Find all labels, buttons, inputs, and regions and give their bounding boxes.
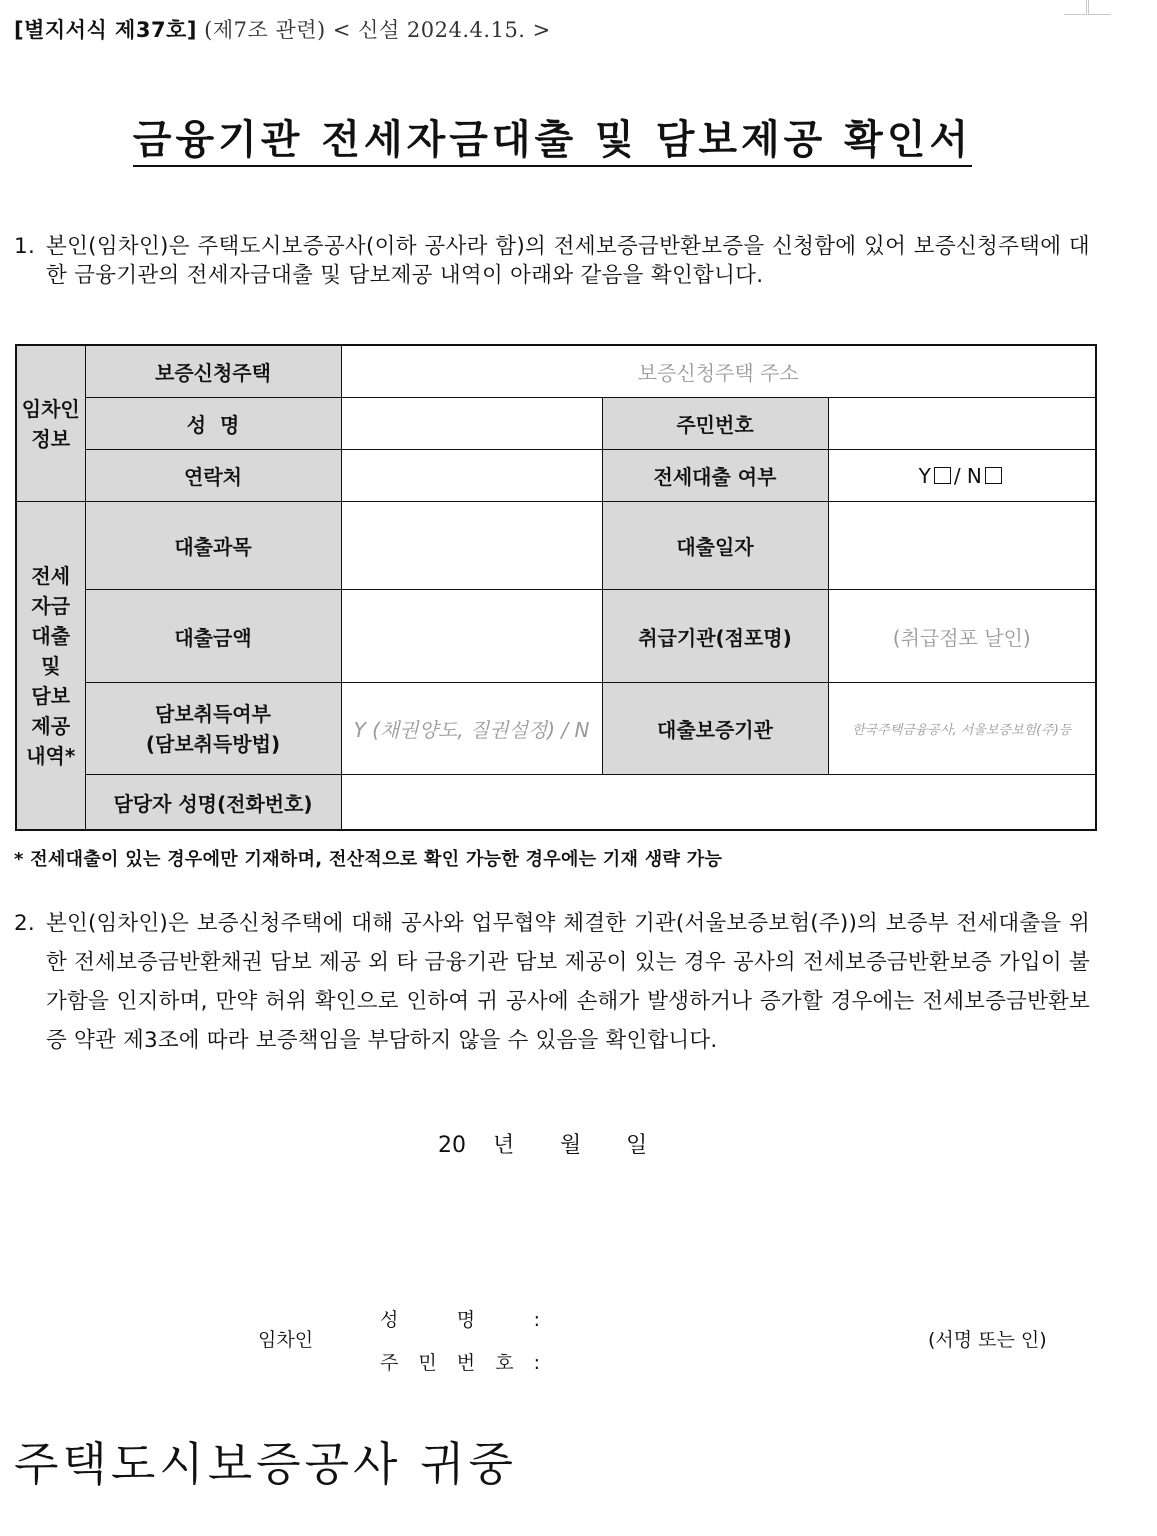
guarantor-field[interactable] [828, 682, 1096, 774]
manager-label: 담당자 성명(전화번호) [85, 775, 341, 830]
paragraph-1-text: 본인(임차인)은 주택도시보증공사(이하 공사라 함)의 전세보증금반환보증을 신청함에 있어 보증신청주택에 대한 금융기관의 전세자금대출 및 담보제공 내역이 아래와 같음을 확인합니다. [46, 234, 1090, 288]
group-loan-info [16, 502, 85, 830]
paragraph-2-number: 2. [14, 911, 35, 936]
loan-yn-separator: / [953, 463, 961, 488]
table-footnote: * 전세대출이 있는 경우에만 기재하며, 전산적으로 확인 가능한 경우에는 기재 생략 가능 [14, 849, 723, 870]
group-tenant-info-label: 임차인 정보 [21, 396, 80, 451]
rrn-field[interactable] [828, 397, 1096, 449]
paragraph-2 [14, 904, 1090, 1060]
signature-seal-note: (서명 또는 인) [928, 1329, 1047, 1351]
paragraph-1-number: 1. [14, 234, 36, 259]
signer-name-label: 성 명 : [380, 1309, 540, 1331]
house-address-field[interactable] [341, 345, 1096, 397]
manager-field[interactable] [341, 775, 1096, 830]
loan-amount-label: 대출금액 [85, 590, 341, 682]
loan-type-label: 대출과목 [85, 502, 341, 590]
document-title: 금융기관 전세자금대출 및 담보제공 확인서 [133, 117, 972, 167]
loan-no-checkbox[interactable] [985, 467, 1002, 484]
name-field[interactable] [341, 397, 602, 449]
group-tenant-info [16, 345, 85, 502]
addressee: 주택도시보증공사 귀중 [14, 1437, 517, 1491]
loan-type-field[interactable] [341, 502, 602, 590]
collateral-label-text: 담보취득여부 (담보취득방법) [145, 701, 281, 756]
loan-amount-field[interactable] [341, 590, 602, 682]
paragraph-1 [14, 232, 1090, 290]
loan-date-field[interactable] [828, 502, 1096, 590]
name-label: 성 명 [85, 397, 341, 449]
date-month-label: 월 [560, 1133, 582, 1158]
form-header [14, 14, 551, 44]
form-revision-note: < 신설 2024.4.15. > [332, 18, 551, 42]
loan-yes-checkbox[interactable] [934, 467, 951, 484]
collateral-label [85, 682, 341, 774]
form-related-article: (제7조 관련) [204, 18, 326, 42]
house-label: 보증신청주택 [85, 345, 341, 397]
house-address-hint: 보증신청주택 주소 [637, 360, 799, 385]
contact-label: 연락처 [85, 449, 341, 501]
contact-field[interactable] [341, 449, 602, 501]
signer-role: 임차인 [258, 1329, 314, 1351]
loan-yes-label: Y [918, 463, 931, 488]
form-number: [별지서식 제37호] [14, 18, 197, 42]
group-loan-info-label: 전세 자금 대출 및 담보 제공 내역* [26, 563, 76, 768]
page-corner-mark-left [1064, 0, 1087, 15]
guarantor-hint: 한국주택금융공사, 서울보증보험(주)등 [852, 723, 1072, 739]
loan-collateral-table [15, 344, 1097, 831]
branch-field[interactable] [828, 590, 1096, 682]
date-year-label: 년 [493, 1133, 515, 1158]
branch-label: 취급기관(점포명) [602, 590, 828, 682]
date-line [438, 1128, 647, 1159]
page-corner-mark-right [1088, 0, 1111, 15]
date-year-prefix: 20 [438, 1133, 466, 1158]
rrn-label: 주민번호 [602, 397, 828, 449]
loan-yn-label: 전세대출 여부 [602, 449, 828, 501]
signer-rrn-label: 주 민 번 호 : [380, 1352, 540, 1374]
loan-yn-field [828, 449, 1096, 501]
document-title-wrap [0, 108, 1105, 165]
date-day-label: 일 [626, 1133, 648, 1158]
paragraph-2-text: 본인(임차인)은 보증신청주택에 대해 공사와 업무협약 체결한 기관(서울보증보험(주))의 보증부 전세대출을 위한 전세보증금반환채권 담보 제공 외 타 금융기관 담보 제공이 있는 경우 공사의 전세보증금반환보증 가입이 불가함을 인지하며, 만약 허위 확인으로 인하여 귀 공사에 손해가 발생하거나 증가할 경우에는 전세보증금반환보증 약관 제3조에 따라 보증책임을 부담하지 않을 수 있음을 확인합니다. [46, 911, 1090, 1053]
guarantor-label: 대출보증기관 [602, 682, 828, 774]
collateral-field[interactable] [341, 682, 602, 774]
loan-date-label: 대출일자 [602, 502, 828, 590]
loan-no-label: N [966, 463, 982, 488]
branch-seal-hint: (취급점포 날인) [892, 625, 1031, 650]
collateral-hint: Y (채권양도, 질권설정) / N [353, 718, 590, 743]
